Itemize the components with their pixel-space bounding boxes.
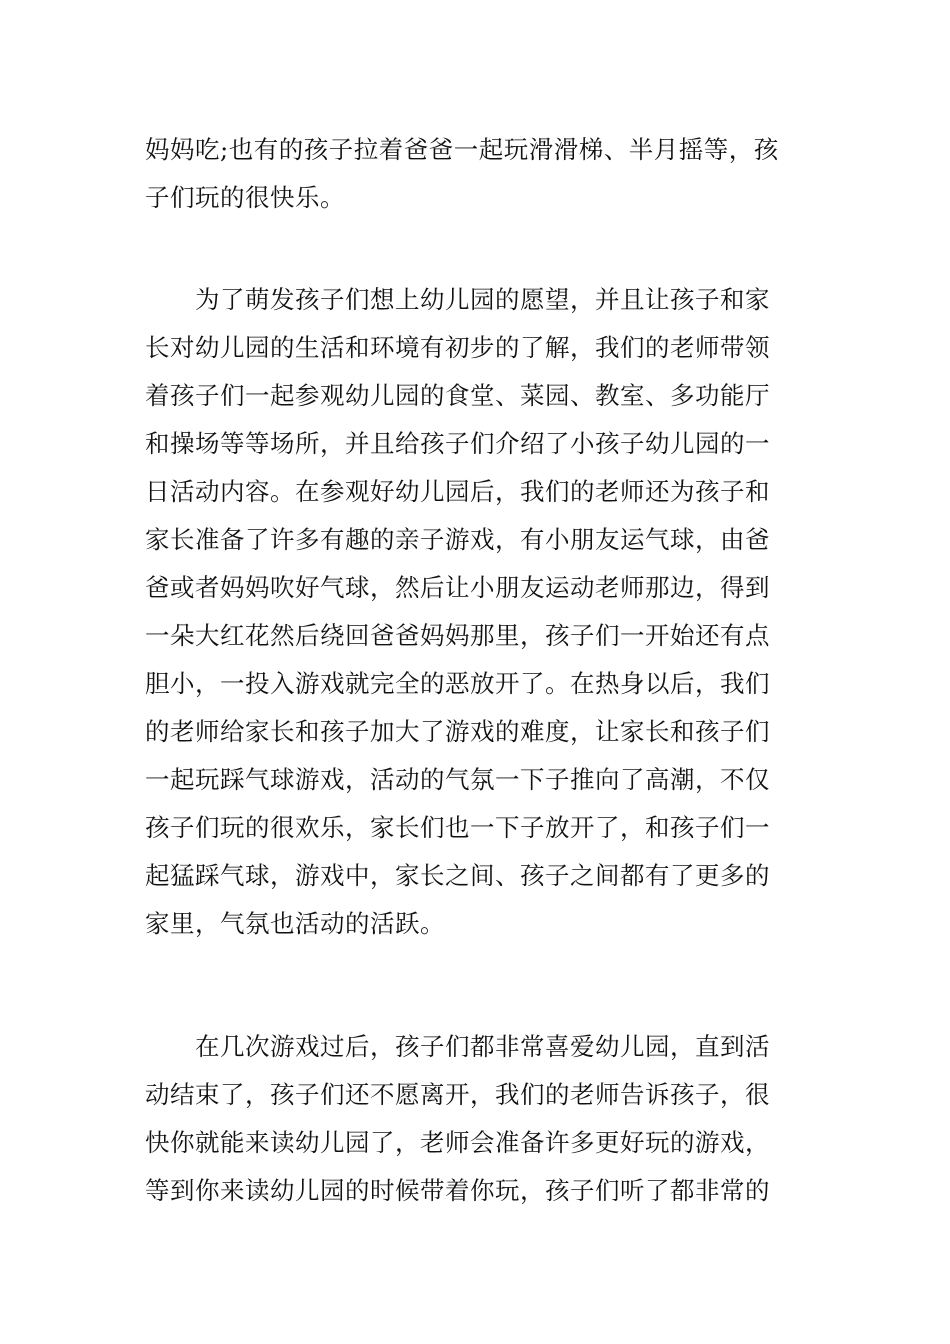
- text-line: 家长准备了许多有趣的亲子游戏，有小朋友运气球，由爸: [145, 525, 770, 554]
- text-line: 着孩子们一起参观幼儿园的食堂、菜园、教室、多功能厅: [145, 381, 770, 410]
- text-line: 家里，气氛也活动的活跃。: [145, 909, 445, 938]
- paragraph-3: [145, 1023, 810, 1215]
- text-line: 和操场等等场所，并且给孩子们介绍了小孩子幼儿园的一: [145, 429, 770, 458]
- paragraph-2: [145, 276, 810, 948]
- paragraph-1: [145, 126, 810, 222]
- text-line: 孩子们玩的很欢乐，家长们也一下子放开了，和孩子们一: [145, 813, 770, 842]
- text-line: 的老师给家长和孩子加大了游戏的难度，让家长和孩子们: [145, 717, 770, 746]
- text-line: 为了萌发孩子们想上幼儿园的愿望，并且让孩子和家: [145, 285, 770, 314]
- text-line: 一起玩踩气球游戏，活动的气氛一下子推向了高潮，不仅: [145, 765, 770, 794]
- text-line: 子们玩的很快乐。: [145, 183, 345, 212]
- text-line: 动结束了，孩子们还不愿离开，我们的老师告诉孩子，很: [145, 1080, 770, 1109]
- text-line: 起猛踩气球，游戏中，家长之间、孩子之间都有了更多的: [145, 861, 770, 890]
- text-line: 快你就能来读幼儿园了，老师会准备许多更好玩的游戏，: [145, 1128, 770, 1157]
- text-line: 胆小，一投入游戏就完全的恶放开了。在热身以后，我们: [145, 669, 770, 698]
- text-line: 日活动内容。在参观好幼儿园后，我们的老师还为孩子和: [145, 477, 770, 506]
- text-line: 爸或者妈妈吹好气球，然后让小朋友运动老师那边，得到: [145, 573, 770, 602]
- text-line: 等到你来读幼儿园的时候带着你玩，孩子们听了都非常的: [145, 1176, 770, 1205]
- text-line: 一朵大红花然后绕回爸爸妈妈那里，孩子们一开始还有点: [145, 621, 770, 650]
- text-line: 在几次游戏过后，孩子们都非常喜爱幼儿园，直到活: [145, 1032, 770, 1061]
- text-line: 妈妈吃;也有的孩子拉着爸爸一起玩滑滑梯、半月摇等，孩: [145, 135, 779, 164]
- text-line: 长对幼儿园的生活和环境有初步的了解，我们的老师带领: [145, 333, 770, 362]
